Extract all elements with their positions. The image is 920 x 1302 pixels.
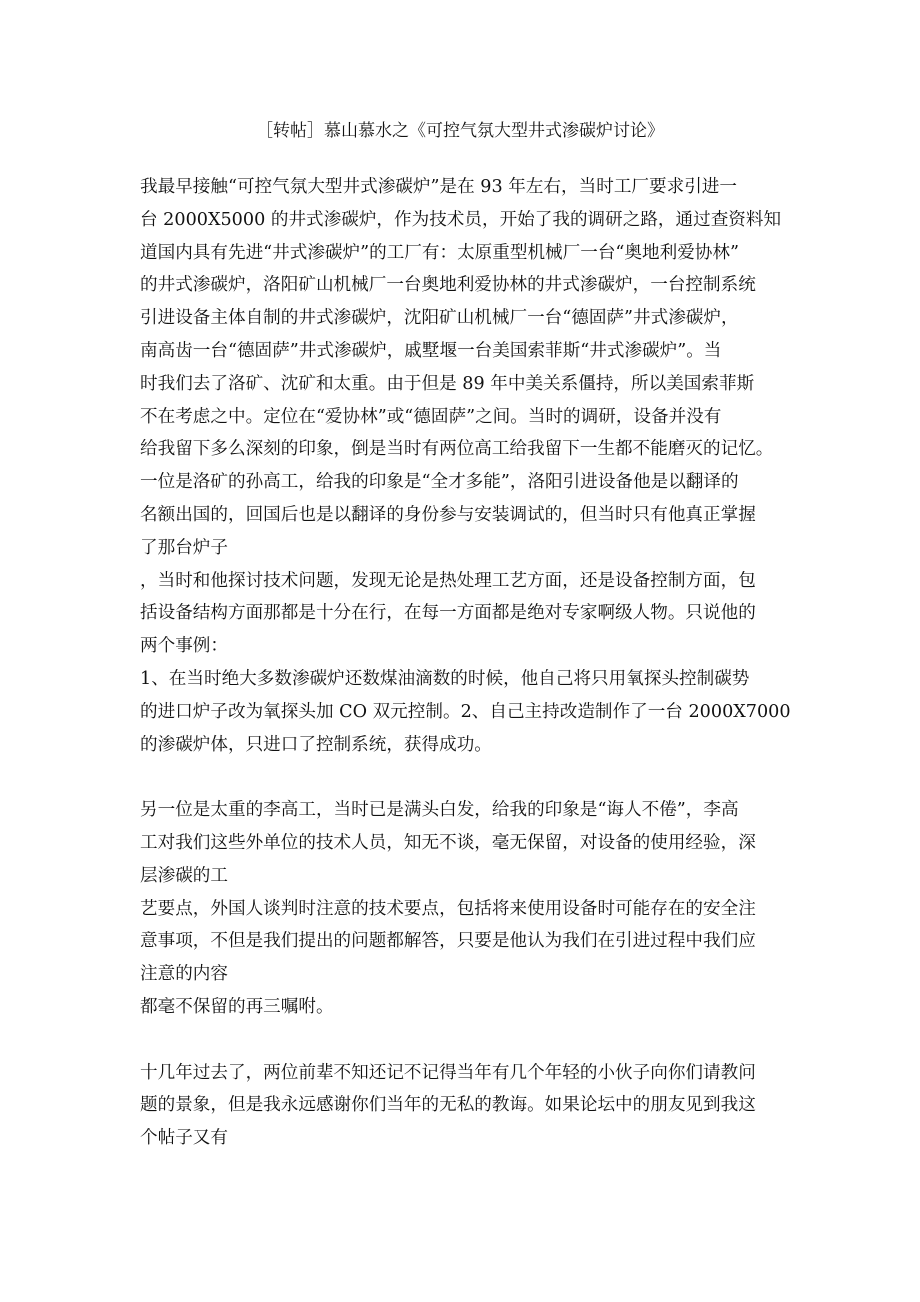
text-line: 题的景象，但是我永远感谢你们当年的无私的教诲。如果论坛中的朋友见到我这 bbox=[140, 1095, 756, 1116]
text-line: 都毫不保留的再三嘱咐。 bbox=[140, 996, 334, 1017]
document-title: ［转帖］慕山慕水之《可控气氛大型井式渗碳炉讨论》 bbox=[256, 121, 664, 141]
text-line: 台 2000X5000 的井式渗碳炉，作为技术员，开始了我的调研之路，通过查资料知 bbox=[140, 209, 782, 230]
text-line: 给我留下多么深刻的印象，倒是当时有两位高工给我留下一生都不能磨灭的记忆。 bbox=[140, 439, 774, 460]
text-line: 1、在当时绝大多数渗碳炉还数煤油滴数的时候，他自己将只用氧探头控制碳势 bbox=[140, 668, 750, 689]
text-line: ，当时和他探讨技术问题，发现无论是热处理工艺方面，还是设备控制方面，包 bbox=[140, 570, 756, 591]
text-line: 层渗碳的工 bbox=[140, 865, 228, 886]
text-line: 引进设备主体自制的井式渗碳炉，沈阳矿山机械厂一台“德固萨”井式渗碳炉， bbox=[140, 308, 739, 329]
text-line: 注意的内容 bbox=[140, 964, 228, 985]
text-line: 意事项，不但是我们提出的问题都解答，只要是他认为我们在引进过程中我们应 bbox=[140, 931, 756, 952]
text-line: 道国内具有先进“井式渗碳炉”的工厂有：太原重型机械厂一台“奥地利爱协林” bbox=[140, 242, 739, 263]
text-line: 个帖子又有 bbox=[140, 1128, 228, 1149]
text-line: 一位是洛矿的孙高工，给我的印象是“全才多能”，洛阳引进设备他是以翻译的 bbox=[140, 472, 739, 493]
text-line: 的进口炉子改为氧探头加 CO 双元控制。2、自己主持改造制作了一台 2000X7000 bbox=[140, 701, 791, 722]
text-line: 南高齿一台“德固萨”井式渗碳炉，戚墅堰一台美国索菲斯“井式渗碳炉”。当 bbox=[140, 340, 722, 361]
text-line: 另一位是太重的李高工，当时已是满头白发，给我的印象是“诲人不倦”，李高 bbox=[140, 800, 739, 821]
text-line: 我最早接触“可控气氛大型井式渗碳炉”是在 93 年左右，当时工厂要求引进一 bbox=[140, 177, 737, 197]
text-line: 的井式渗碳炉，洛阳矿山机械厂一台奥地利爱协林的井式渗碳炉，一台控制系统 bbox=[140, 275, 756, 296]
text-line: 工对我们这些外单位的技术人员，知无不谈，毫无保留，对设备的使用经验，深 bbox=[140, 832, 756, 853]
document-body bbox=[140, 171, 800, 1155]
text-line: 艺要点，外国人谈判时注意的技术要点，包括将来使用设备时可能存在的安全注 bbox=[140, 898, 756, 919]
text-line: 十几年过去了，两位前辈不知还记不记得当年有几个年轻的小伙子向你们请教问 bbox=[140, 1062, 756, 1083]
paragraph-gap bbox=[140, 1024, 800, 1057]
text-line: 括设备结构方面那都是十分在行，在每一方面都是绝对专家啊级人物。只说他的 bbox=[140, 603, 756, 624]
text-line: 两个事例： bbox=[140, 636, 228, 657]
text-line: 的渗碳炉体，只进口了控制系统，获得成功。 bbox=[140, 734, 492, 755]
text-line: 时我们去了洛矿、沈矿和太重。由于但是 89 年中美关系僵持，所以美国索菲斯 bbox=[140, 373, 755, 394]
paragraph-gap bbox=[140, 761, 800, 794]
text-line: 了那台炉子 bbox=[140, 537, 228, 558]
text-line: 不在考虑之中。定位在“爱协林”或“德固萨”之间。当时的调研，设备并没有 bbox=[140, 406, 722, 427]
text-line: 名额出国的，回国后也是以翻译的身份参与安装调试的，但当时只有他真正掌握 bbox=[140, 504, 756, 525]
